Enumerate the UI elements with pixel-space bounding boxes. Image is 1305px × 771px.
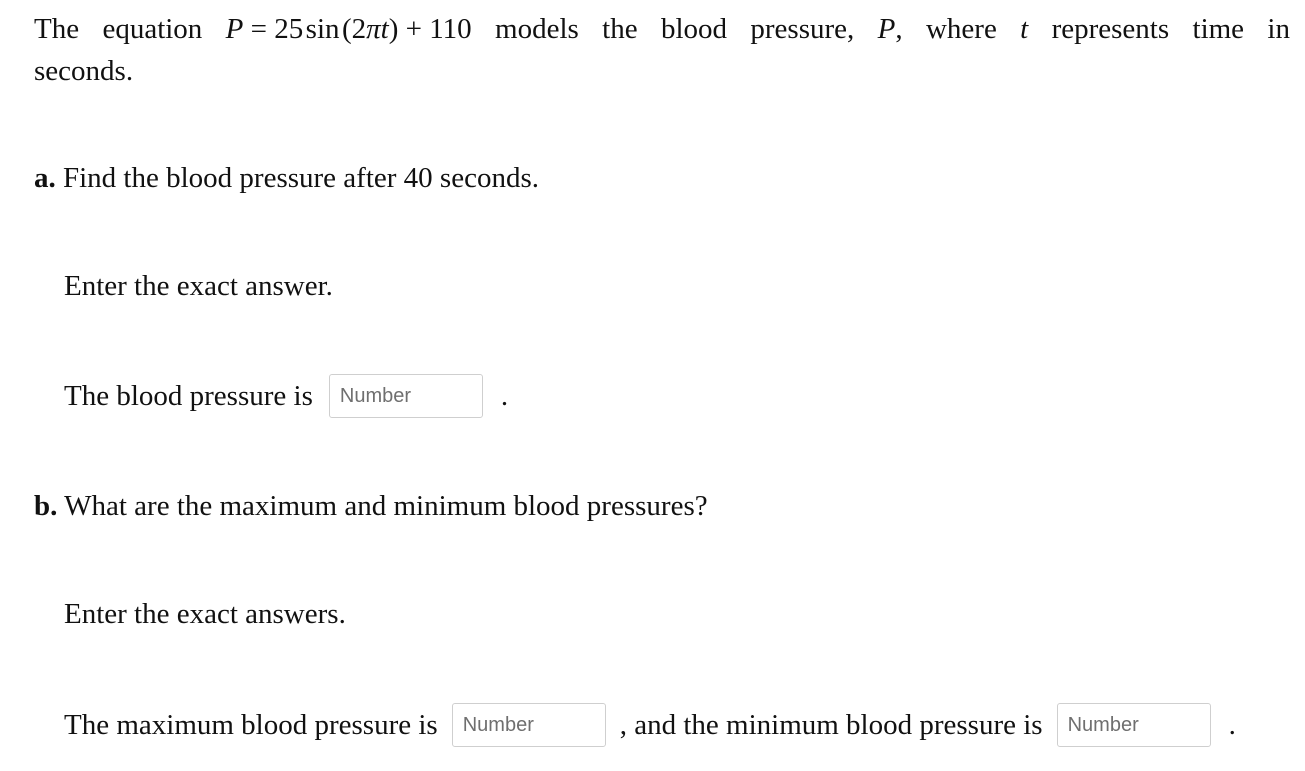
equation-function: sin [305,13,340,45]
problem-statement-line-1 [34,8,1290,50]
equation-close-paren: ) [388,13,399,45]
maximum-pressure-input[interactable] [452,703,606,747]
comma: , [895,13,903,45]
part-b-period: . [1228,709,1236,741]
equation-open-paren: ( [341,13,352,45]
equation-equals: = [250,13,267,45]
part-a-answer-row [64,374,508,418]
equation [226,8,472,50]
word: blood [660,13,728,45]
problem-statement [34,8,1290,92]
blood-pressure-input[interactable] [329,374,483,418]
part-b-instruction: Enter the exact answers. [64,598,346,630]
word: models [495,13,579,45]
word: in [1267,13,1290,45]
problem-statement-line-2: seconds. [34,55,134,87]
part-a-question-text: Find the blood pressure after 40 seconds. [55,162,539,194]
part-a-instruction: Enter the exact answer. [64,270,333,302]
max-answer-prefix: The maximum blood pressure is [64,709,438,741]
word: where [925,13,997,45]
equation-arg-variable: t [380,13,389,45]
part-a-period: . [500,380,509,412]
minimum-pressure-input[interactable] [1057,703,1211,747]
word: equation [102,13,203,45]
equation-coefficient: 25 [274,13,304,45]
variable-p-symbol: P [877,13,896,45]
variable-p [878,8,903,50]
variable-t: t [1020,13,1029,45]
part-a-question [34,158,539,198]
word: the [602,13,638,45]
part-a-label: a. [34,162,56,194]
part-b-label: b. [34,490,58,522]
equation-constant: 110 [429,13,472,45]
equation-pi: π [366,13,381,45]
word: represents [1051,13,1170,45]
word: pressure, [750,13,855,45]
part-b-question [34,486,708,526]
equation-lhs: P [225,13,244,45]
word: The [34,13,80,45]
equation-plus: + [405,13,422,45]
word: time [1192,13,1245,45]
part-b-answer-row [64,703,1236,747]
min-answer-prefix: , and the minimum blood pressure is [619,709,1043,741]
equation-arg-number: 2 [351,13,367,45]
part-b-question-text: What are the maximum and minimum blood pressures? [57,490,708,522]
part-a-answer-prefix: The blood pressure is [64,380,313,412]
